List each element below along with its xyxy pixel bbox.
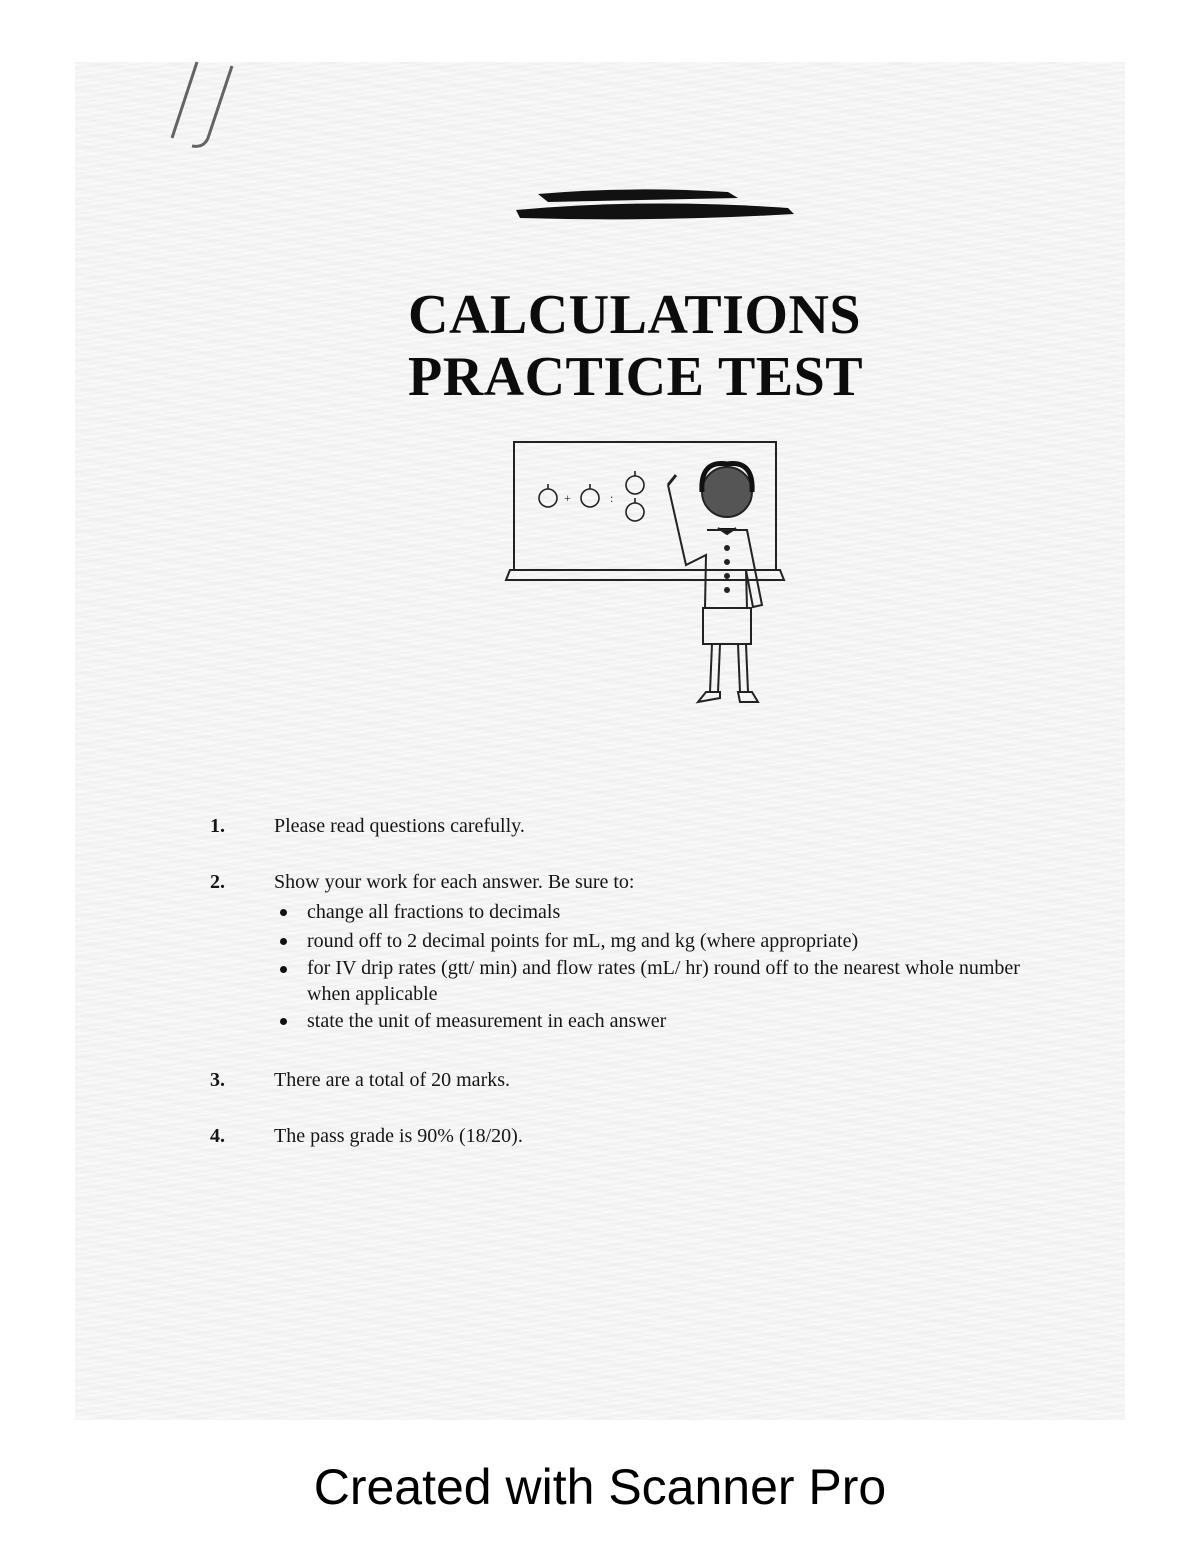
instruction-bullets (274, 898, 1094, 1036)
bullet-icon (280, 909, 287, 916)
redaction-mark (508, 184, 808, 224)
bullet-item: state the unit of measurement in each answer (274, 1007, 1094, 1036)
svg-text:+: + (564, 491, 571, 505)
bullet-item: change all fractions to decimals (274, 898, 1094, 927)
instruction-number: 1. (210, 815, 225, 837)
instruction-item-3 (210, 1069, 1094, 1092)
bullet-icon (280, 1018, 287, 1025)
instruction-item-2 (210, 871, 1094, 1036)
instruction-text: The pass grade is 90% (18/20). (274, 1125, 523, 1147)
instruction-text: Show your work for each answer. Be sure to: (274, 871, 635, 893)
bullet-icon (280, 938, 287, 945)
scanner-watermark: Created with Scanner Pro (313, 1459, 887, 1515)
title-line-1: CALCULATIONS (408, 284, 862, 346)
instruction-number: 2. (210, 871, 225, 893)
svg-text::: : (610, 491, 614, 505)
bullet-icon (280, 966, 287, 973)
page-title (408, 284, 888, 408)
teacher-chalkboard-illustration (500, 430, 800, 710)
bullet-item: round off to 2 decimal points for mL, mg and kg (where appropriate) (274, 927, 1094, 956)
paper-clip-mark (150, 60, 250, 160)
scanned-page (75, 62, 1125, 1420)
title-line-2: PRACTICE TEST (408, 346, 864, 408)
instruction-text: Please read questions carefully. (274, 815, 525, 837)
instruction-number: 4. (210, 1125, 225, 1147)
instruction-item-4 (210, 1125, 1094, 1148)
instruction-item-1 (210, 815, 1094, 838)
instruction-number: 3. (210, 1069, 225, 1091)
instruction-text: There are a total of 20 marks. (274, 1069, 511, 1091)
bullet-item: for IV drip rates (gtt/ min) and flow rates (mL/ hr) round off to the nearest whole number when applicable (274, 955, 1047, 1007)
